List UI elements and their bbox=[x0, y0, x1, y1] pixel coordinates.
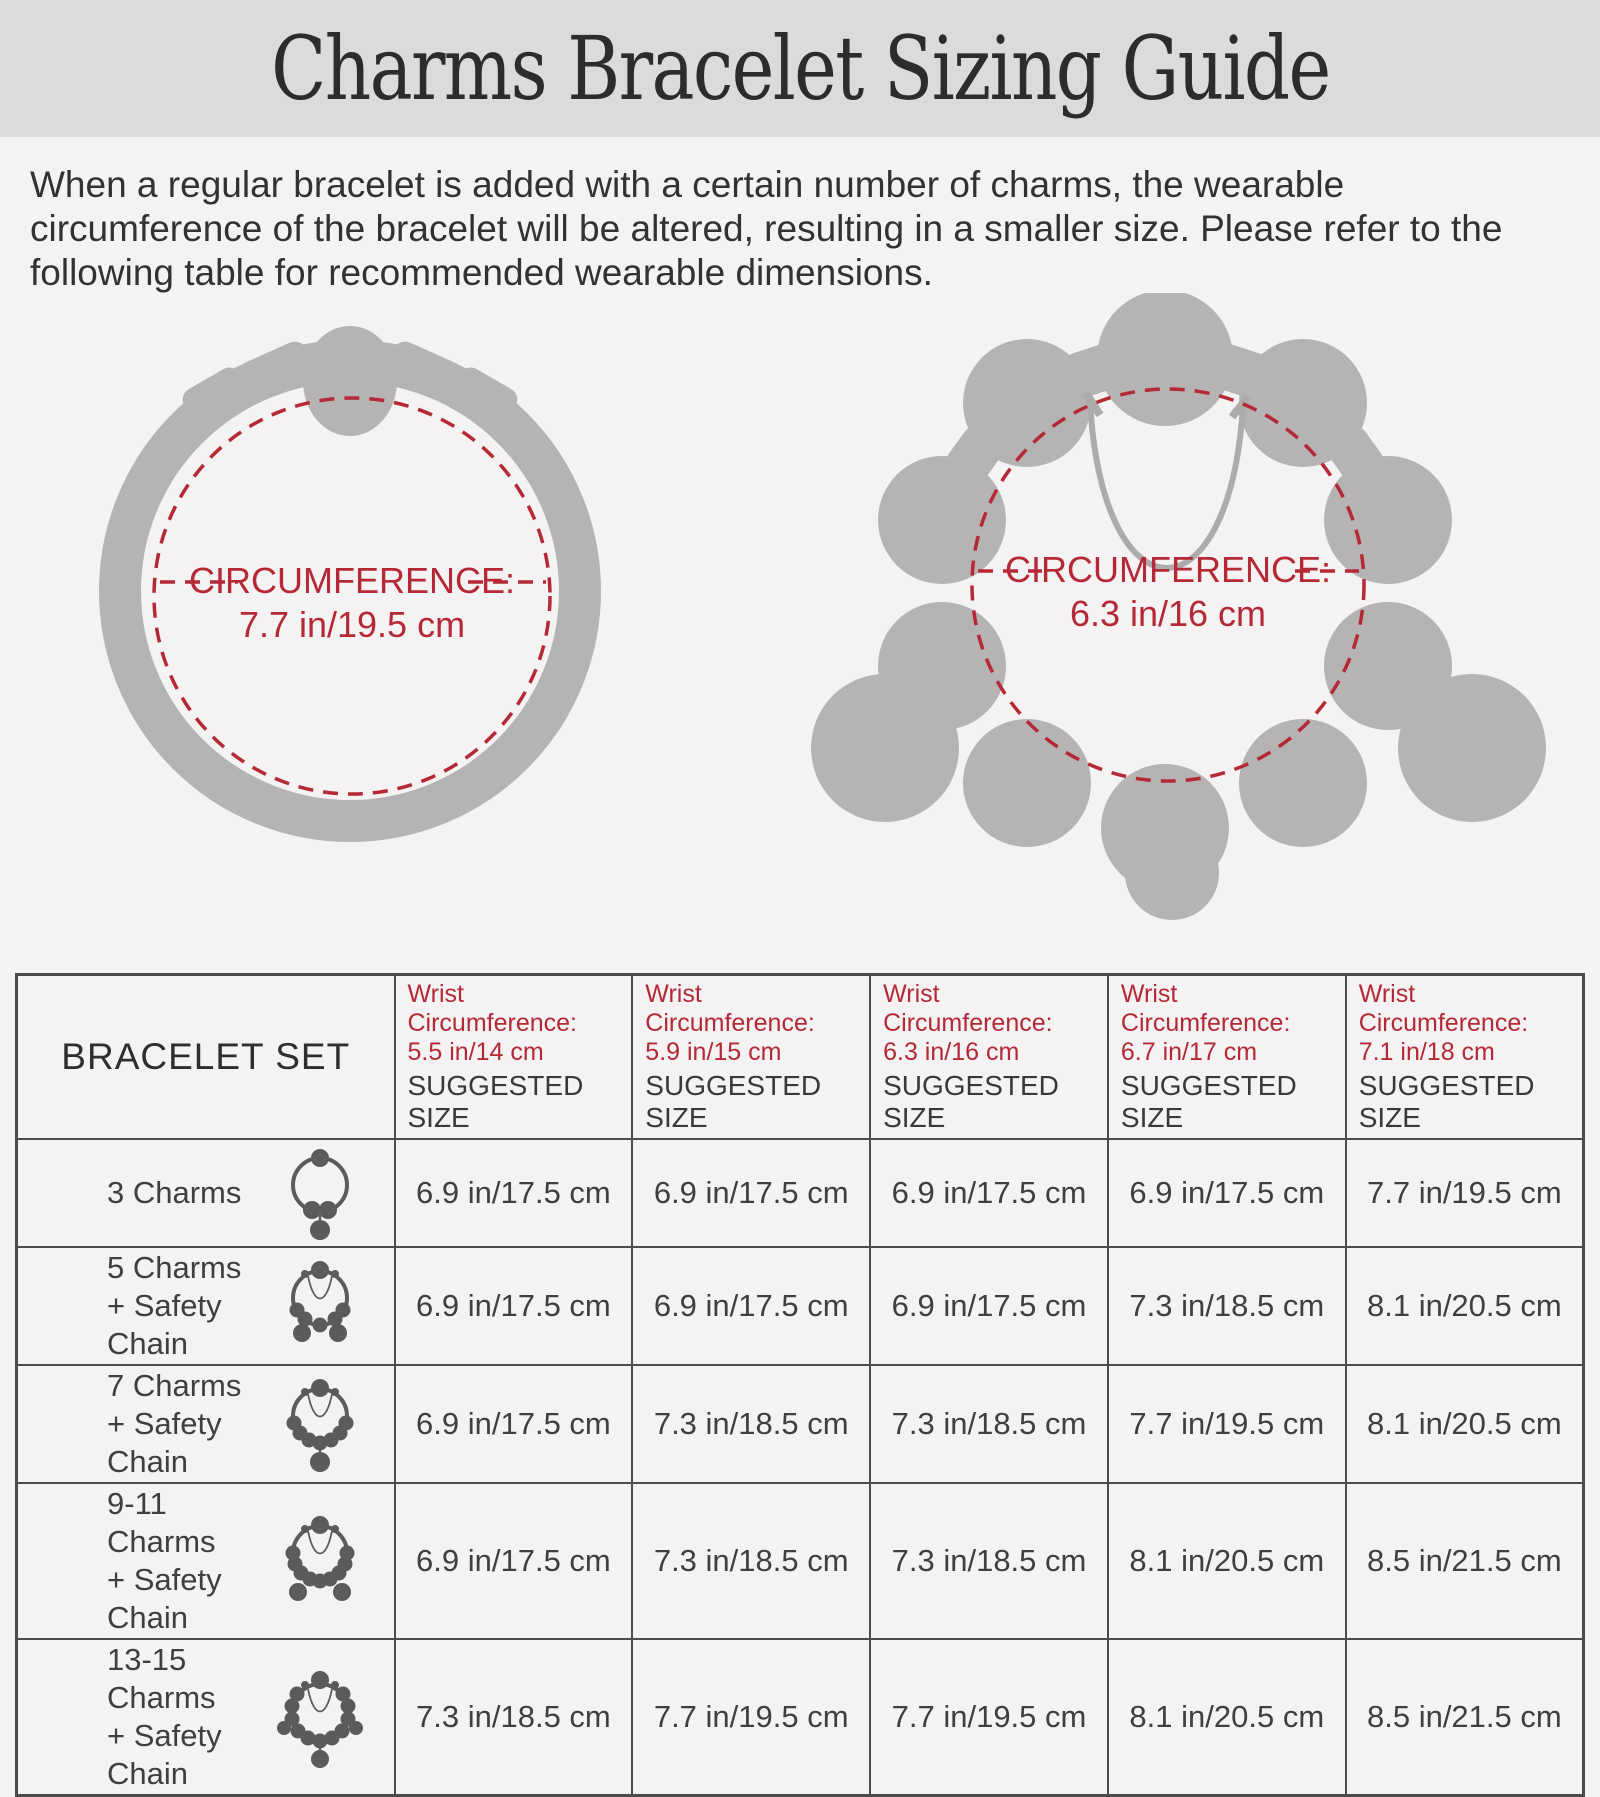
suggested-size-value: 6.9 in/17.5 cm bbox=[395, 1483, 633, 1639]
bracelet-set-cell bbox=[17, 1483, 395, 1639]
wrist-circumference-header bbox=[870, 975, 1108, 1140]
bracelet-set-label: 13-15 Charms + Safety Chain bbox=[107, 1642, 222, 1791]
suggested-size-label: SUGGESTED SIZE bbox=[883, 1070, 1059, 1133]
table-row bbox=[17, 1639, 1584, 1796]
suggested-size-value: 6.9 in/17.5 cm bbox=[632, 1139, 870, 1247]
bracelet-9-11-charms-icon bbox=[277, 1509, 363, 1613]
wrist-circumference-size: 6.7 in/17 cm bbox=[1120, 1038, 1258, 1066]
intro-text bbox=[30, 163, 1570, 295]
suggested-size-value: 7.7 in/19.5 cm bbox=[870, 1639, 1108, 1796]
suggested-size-value: 6.9 in/17.5 cm bbox=[395, 1365, 633, 1483]
bracelet-set-label: 5 Charms + Safety Chain bbox=[107, 1250, 242, 1361]
bracelet-3-charms-icon bbox=[277, 1141, 363, 1245]
suggested-size-label: SUGGESTED SIZE bbox=[407, 1070, 584, 1133]
figures-section bbox=[0, 295, 1600, 967]
bracelet-set-cell bbox=[17, 1365, 395, 1483]
suggested-size-value: 7.7 in/19.5 cm bbox=[1108, 1365, 1346, 1483]
suggested-size-value: 7.3 in/18.5 cm bbox=[395, 1639, 633, 1796]
suggested-size-value: 7.7 in/19.5 cm bbox=[632, 1639, 870, 1796]
circumference-value: 6.3 in/16 cm bbox=[1069, 593, 1267, 634]
suggested-size-value: 6.9 in/17.5 cm bbox=[395, 1139, 633, 1247]
suggested-size-value: 7.3 in/18.5 cm bbox=[870, 1365, 1108, 1483]
intro-line: following table for recommended wearable dimensions. bbox=[30, 252, 933, 293]
suggested-size-value: 6.9 in/17.5 cm bbox=[632, 1247, 870, 1365]
suggested-size-value: 7.3 in/18.5 cm bbox=[870, 1483, 1108, 1639]
sizing-table bbox=[15, 973, 1585, 1797]
suggested-size-label: SUGGESTED SIZE bbox=[1120, 1070, 1297, 1133]
suggested-size-value: 7.7 in/19.5 cm bbox=[1346, 1139, 1584, 1247]
suggested-size-value: 8.1 in/20.5 cm bbox=[1346, 1247, 1584, 1365]
circumference-label: CIRCUMFERENCE: bbox=[188, 560, 516, 601]
bracelet-7-charms-icon-slot bbox=[277, 1372, 363, 1476]
bracelet-set-label: 3 Charms bbox=[107, 1175, 242, 1210]
wrist-circumference-header bbox=[1108, 975, 1346, 1140]
bracelet-13-15-charms-icon bbox=[277, 1665, 363, 1769]
suggested-size-value: 8.5 in/21.5 cm bbox=[1346, 1639, 1584, 1796]
table-row bbox=[17, 1139, 1584, 1247]
suggested-size-value: 7.3 in/18.5 cm bbox=[632, 1365, 870, 1483]
wrist-circumference-header bbox=[1346, 975, 1584, 1140]
safety-chain bbox=[1090, 401, 1243, 568]
suggested-size-value: 8.1 in/20.5 cm bbox=[1346, 1365, 1584, 1483]
wrist-circumference-prefix: Wrist Circumference: bbox=[407, 980, 577, 1037]
bracelet-9-11-charms-icon-slot bbox=[277, 1509, 363, 1613]
bracelet-set-cell bbox=[17, 1639, 395, 1796]
regular-bracelet-figure bbox=[32, 299, 692, 959]
bracelet-set-cell bbox=[17, 1247, 395, 1365]
bracelet-set-label: 7 Charms + Safety Chain bbox=[107, 1368, 242, 1479]
suggested-size-value: 6.9 in/17.5 cm bbox=[395, 1247, 633, 1365]
bracelet-3-charms-icon-slot bbox=[277, 1141, 363, 1245]
wrist-circumference-size: 5.9 in/15 cm bbox=[645, 1038, 782, 1066]
page-title: Charms Bracelet Sizing Guide bbox=[270, 17, 1330, 120]
bracelet-7-charms-icon bbox=[277, 1372, 363, 1476]
table-row bbox=[17, 1365, 1584, 1483]
suggested-size-value: 8.5 in/21.5 cm bbox=[1346, 1483, 1584, 1639]
table-row bbox=[17, 1247, 1584, 1365]
wrist-circumference-prefix: Wrist Circumference: bbox=[1358, 980, 1529, 1037]
bracelet-set-header: BRACELET SET bbox=[17, 975, 395, 1140]
wrist-circumference-prefix: Wrist Circumference: bbox=[883, 980, 1053, 1037]
wrist-circumference-header bbox=[395, 975, 633, 1140]
charm-bracelet-figure bbox=[790, 293, 1550, 973]
wrist-circumference-size: 6.3 in/16 cm bbox=[883, 1038, 1020, 1066]
suggested-size-value: 7.3 in/18.5 cm bbox=[632, 1483, 870, 1639]
bracelet-set-label: 9-11 Charms + Safety Chain bbox=[107, 1486, 222, 1635]
wrist-circumference-prefix: Wrist Circumference: bbox=[645, 980, 815, 1037]
suggested-size-label: SUGGESTED SIZE bbox=[645, 1070, 822, 1133]
suggested-size-value: 6.9 in/17.5 cm bbox=[870, 1139, 1108, 1247]
bracelet-5-charms-icon bbox=[277, 1254, 363, 1358]
wrist-circumference-size: 5.5 in/14 cm bbox=[407, 1038, 544, 1066]
intro-line: circumference of the bracelet will be altered, resulting in a smaller size. Please refer to the bbox=[30, 208, 1503, 249]
wrist-circumference-prefix: Wrist Circumference: bbox=[1120, 980, 1291, 1037]
wrist-circumference-size: 7.1 in/18 cm bbox=[1358, 1038, 1495, 1066]
suggested-size-value: 7.3 in/18.5 cm bbox=[1108, 1247, 1346, 1365]
suggested-size-label: SUGGESTED SIZE bbox=[1358, 1070, 1535, 1133]
suggested-size-value: 6.9 in/17.5 cm bbox=[1108, 1139, 1346, 1247]
circumference-value: 7.7 in/19.5 cm bbox=[238, 604, 466, 645]
table-row bbox=[17, 1483, 1584, 1639]
intro-line: When a regular bracelet is added with a certain number of charms, the wearable bbox=[30, 164, 1345, 205]
bracelet-13-15-charms-icon-slot bbox=[277, 1665, 363, 1769]
bracelet-set-cell bbox=[17, 1139, 395, 1247]
suggested-size-value: 6.9 in/17.5 cm bbox=[870, 1247, 1108, 1365]
header-band bbox=[0, 0, 1600, 137]
bracelet-5-charms-icon-slot bbox=[277, 1254, 363, 1358]
wrist-circumference-header bbox=[632, 975, 870, 1140]
circumference-label: CIRCUMFERENCE: bbox=[1004, 549, 1332, 590]
suggested-size-value: 8.1 in/20.5 cm bbox=[1108, 1483, 1346, 1639]
suggested-size-value: 8.1 in/20.5 cm bbox=[1108, 1639, 1346, 1796]
